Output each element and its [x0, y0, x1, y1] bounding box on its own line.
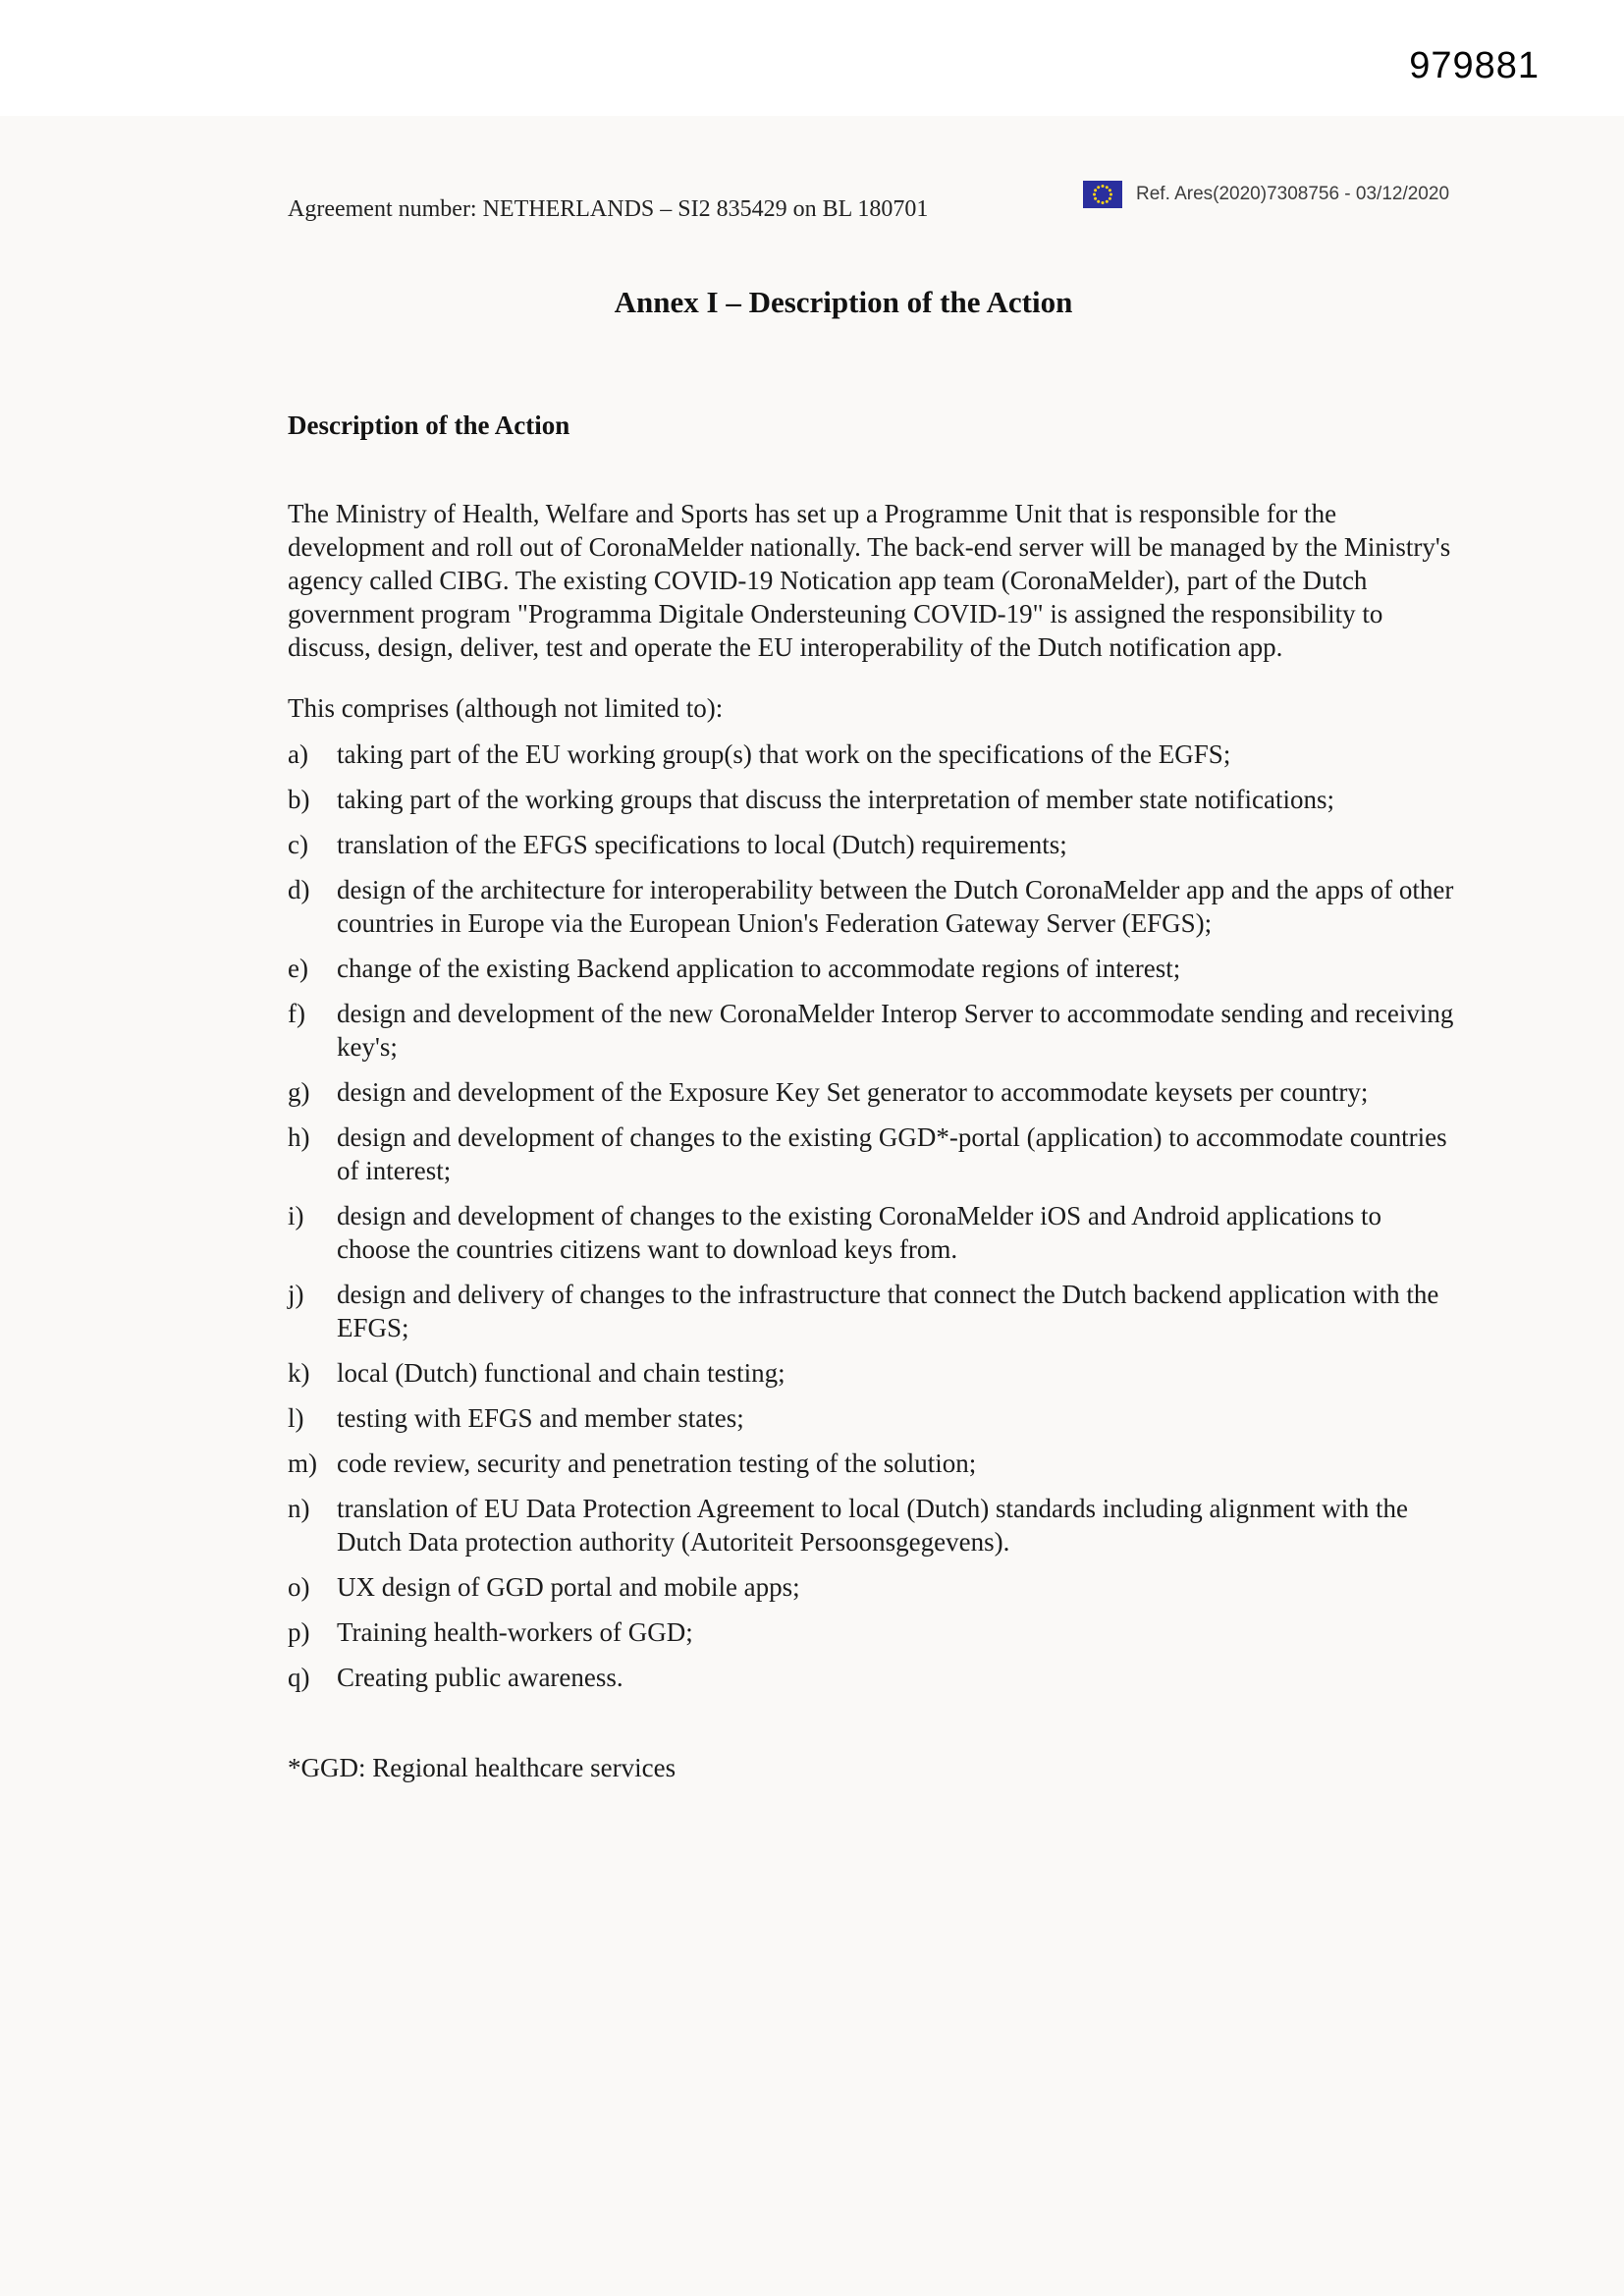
ref-stamp-text: Ref. Ares(2020)7308756 - 03/12/2020 [1136, 184, 1450, 204]
list-item-label: m) [288, 1449, 317, 1478]
intro-paragraph: The Ministry of Health, Welfare and Sports has set up a Programme Unit that is responsible for the development and roll out of CoronaMelder nationally. The back-end server will be managed by the Ministry's agency called CIBG. The existing COVID-19 Notication app team (CoronaMelder), part of the Dutch government program "Programma Digitale Ondersteuning COVID-19" is assigned the responsibility to discuss, design, deliver, test and operate the EU interoperability of the Dutch notification app. [288, 499, 1451, 662]
list-item-label: c) [288, 830, 308, 859]
list-item-label: b) [288, 785, 310, 814]
registration-stamp [1083, 181, 1449, 208]
list-item [288, 1356, 1458, 1390]
list-item [288, 1121, 1458, 1187]
list-item-text: design and development of changes to the existing GGD*-portal (application) to accommodate countries of interest; [337, 1122, 1447, 1185]
list-item-label: k) [288, 1358, 310, 1388]
agreement-number-line: Agreement number: NETHERLANDS – SI2 835429 on BL 180701 [288, 196, 929, 222]
list-item-label: a) [288, 739, 308, 769]
list-item-label: i) [288, 1201, 304, 1230]
list-item-text: code review, security and penetration testing of the solution; [337, 1449, 977, 1478]
list-item-text: local (Dutch) functional and chain testing; [337, 1358, 785, 1388]
list-item-text: testing with EFGS and member states; [337, 1403, 744, 1433]
list-item-text: design and development of the Exposure Key Set generator to accommodate keysets per country; [337, 1077, 1369, 1107]
list-item-text: design and development of the new CoronaMelder Interop Server to accommodate sending and receiving key's; [337, 999, 1454, 1062]
list-item-label: p) [288, 1617, 310, 1647]
list-item [288, 1075, 1458, 1109]
list-item-label: q) [288, 1663, 310, 1692]
scanned-page-area [0, 116, 1624, 2296]
list-item-label: l) [288, 1403, 304, 1433]
list-item [288, 1492, 1458, 1558]
list-item [288, 1615, 1458, 1649]
page-title: Annex I – Description of the Action [614, 285, 1073, 319]
list-item-text: translation of the EFGS specifications to local (Dutch) requirements; [337, 830, 1067, 859]
list-item-text: design and development of changes to the existing CoronaMelder iOS and Android applications to choose the countries citizens want to download keys from. [337, 1201, 1382, 1264]
eu-flag-icon [1083, 181, 1122, 208]
list-item-text: taking part of the working groups that discuss the interpretation of member state notifications; [337, 785, 1335, 814]
list-item-text: change of the existing Backend application to accommodate regions of interest; [337, 954, 1181, 983]
list-item [288, 952, 1458, 985]
list-item-text: translation of EU Data Protection Agreement to local (Dutch) standards including alignment with the Dutch Data protection authority (Autoriteit Persoonsgegevens). [337, 1494, 1408, 1557]
list-item-label: o) [288, 1572, 310, 1602]
list-item [288, 738, 1458, 771]
list-intro: This comprises (although not limited to): [288, 693, 724, 723]
list-item [288, 873, 1458, 940]
list-item [288, 1447, 1458, 1480]
list-item-text: UX design of GGD portal and mobile apps; [337, 1572, 800, 1602]
list-item-label: h) [288, 1122, 310, 1152]
list-item [288, 1199, 1458, 1266]
list-item [288, 1401, 1458, 1435]
list-item-text: Training health-workers of GGD; [337, 1617, 693, 1647]
list-item [288, 997, 1458, 1064]
list-item [288, 783, 1458, 816]
list-item [288, 1661, 1458, 1694]
list-item-text: taking part of the EU working group(s) that work on the specifications of the EGFS; [337, 739, 1231, 769]
list-item-text: design and delivery of changes to the infrastructure that connect the Dutch backend application with the EFGS; [337, 1280, 1439, 1342]
document-body [288, 409, 1458, 1784]
action-list [288, 738, 1458, 1694]
section-heading: Description of the Action [288, 410, 570, 440]
list-item-label: e) [288, 954, 308, 983]
list-item-label: d) [288, 875, 310, 904]
list-item [288, 828, 1458, 861]
list-item-label: f) [288, 999, 305, 1028]
list-item [288, 1570, 1458, 1604]
list-item-label: g) [288, 1077, 310, 1107]
list-item-label: n) [288, 1494, 310, 1523]
list-item-label: j) [288, 1280, 304, 1309]
list-item-text: design of the architecture for interoperability between the Dutch CoronaMelder app and the apps of other countries in Europe via the European Union's Federation Gateway Server (EFGS); [337, 875, 1454, 938]
doc-number: 979881 [1409, 45, 1540, 86]
list-item-text: Creating public awareness. [337, 1663, 623, 1692]
list-item [288, 1278, 1458, 1344]
footnote: *GGD: Regional healthcare services [288, 1753, 677, 1782]
